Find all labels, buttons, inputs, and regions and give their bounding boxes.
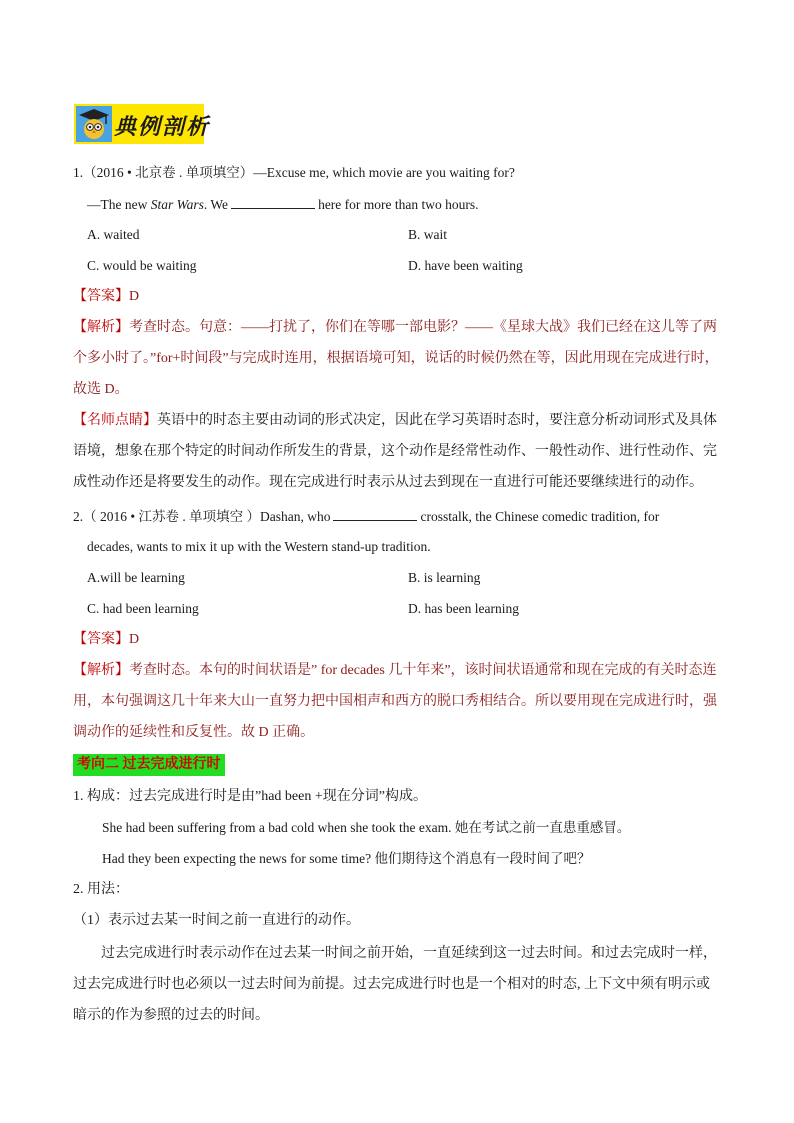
- q1-tip-text-1: 英语中的时态主要由动词的形式决定，因此在学习英语时态时，要注意分析动词形式及具体: [157, 413, 717, 428]
- q1-line2-c: here for more than two hours.: [318, 197, 479, 212]
- q2-line2: decades, wants to mix it up with the Western stand-up tradition.: [87, 539, 431, 554]
- q1-analysis-line-1: [73, 318, 717, 338]
- q2-answer: [73, 630, 139, 650]
- q1-analysis-tag: 【解析】: [73, 320, 129, 335]
- q1-line2: [87, 194, 479, 215]
- example-2: Had they been expecting the news for some time? 他们期待这个消息有一段时间了吧？: [102, 851, 591, 866]
- q2-option-b: B. is learning: [408, 570, 481, 585]
- q2-stem-a: 2.（ 2016 • 江苏卷 . 单项填空 ）Dashan, who: [73, 509, 331, 524]
- q1-tip-line-3: 成性动作还是将要发生的动作。现在完成进行时表示从过去到现在一直进行可能还要继续进行的动作。: [73, 475, 703, 490]
- q2-analysis-line-2: 用，本句强调这几十年来大山一直努力把中国相声和西方的脱口秀相结合。所以要用现在完成进行时，强: [73, 694, 717, 709]
- point-1-structure: 1. 构成：过去完成进行时是由”had been +现在分词”构成。: [73, 789, 427, 804]
- usage-body-line-3: 暗示的作为参照的过去的时间。: [73, 1008, 269, 1023]
- q1-answer-value: D: [129, 289, 140, 304]
- q2-option-d: D. has been learning: [408, 601, 519, 616]
- q1-tip-tag: 【名师点睛】: [73, 413, 157, 428]
- q2-stem-b: crosstalk, the Chinese comedic tradition, for: [420, 509, 660, 524]
- point-2-usage: 2. 用法：: [73, 882, 129, 897]
- q1-line2-b: . We: [203, 197, 229, 212]
- q2-answer-tag: 【答案】: [73, 632, 129, 647]
- q1-blank: [231, 194, 315, 209]
- q1-line2-italic: Star Wars: [150, 197, 204, 212]
- q1-answer: [73, 287, 139, 307]
- q2-answer-value: D: [129, 632, 140, 647]
- usage-sub-1: （1）表示过去某一时间之前一直进行的动作。: [73, 913, 360, 928]
- q1-tip-line-1: [73, 411, 717, 431]
- q1-option-c: C. would be waiting: [87, 258, 197, 273]
- q1-analysis-line-3: 故选 D。: [73, 382, 129, 397]
- q1-stem: 1.（2016 • 北京卷 . 单项填空）—Excuse me, which movie are you waiting for?: [73, 165, 515, 180]
- q2-option-a: A.will be learning: [87, 570, 185, 585]
- q2-stem: [73, 506, 659, 527]
- q2-analysis-line-1: [73, 661, 717, 681]
- q1-option-b: B. wait: [408, 227, 447, 242]
- usage-body-line-2: 过去完成进行时也必须以一过去时间为前提。过去完成进行时也是一个相对的时态, 上下文中须有明示或: [73, 977, 710, 992]
- banner-title: 典例剖析: [114, 114, 211, 140]
- q2-blank: [333, 506, 417, 521]
- q1-option-a: A. waited: [87, 227, 140, 242]
- q1-answer-tag: 【答案】: [73, 289, 129, 304]
- q2-analysis-text-1: 考查时态。本句的时间状语是” for decades 几十年来”，该时间状语通常和现在完成的有关时态连: [129, 663, 717, 678]
- q2-analysis-tag: 【解析】: [73, 663, 129, 678]
- q1-option-d: D. have been waiting: [408, 258, 523, 273]
- section-heading: 考向二 过去完成进行时: [73, 754, 225, 776]
- q2-analysis-line-3: 调动作的延续性和反复性。故 D 正确。: [73, 725, 315, 740]
- usage-body-line-1: 过去完成进行时表示动作在过去某一时间之前开始，一直延续到这一过去时间。和过去完成时一样，: [101, 946, 717, 961]
- q1-analysis-text-1: 考查时态。句意：——打扰了，你们在等哪一部电影？——《星球大战》我们已经在这儿等了两: [129, 320, 717, 335]
- graduate-owl-icon: [76, 106, 112, 142]
- q1-line2-a: —The new: [87, 197, 151, 212]
- q1-analysis-line-2: 个多小时了。”for+时间段”与完成时连用，根据语境可知，说话的时候仍然在等，因此用现在完成进行时，: [73, 351, 719, 366]
- q2-option-c: C. had been learning: [87, 601, 199, 616]
- example-1: She had been suffering from a bad cold when she took the exam. 她在考试之前一直患重感冒。: [102, 820, 631, 835]
- q1-tip-line-2: 语境，想象在那个特定的时间动作所发生的背景，这个动作是经常性动作、一般性动作、进行性动作、完: [73, 444, 717, 459]
